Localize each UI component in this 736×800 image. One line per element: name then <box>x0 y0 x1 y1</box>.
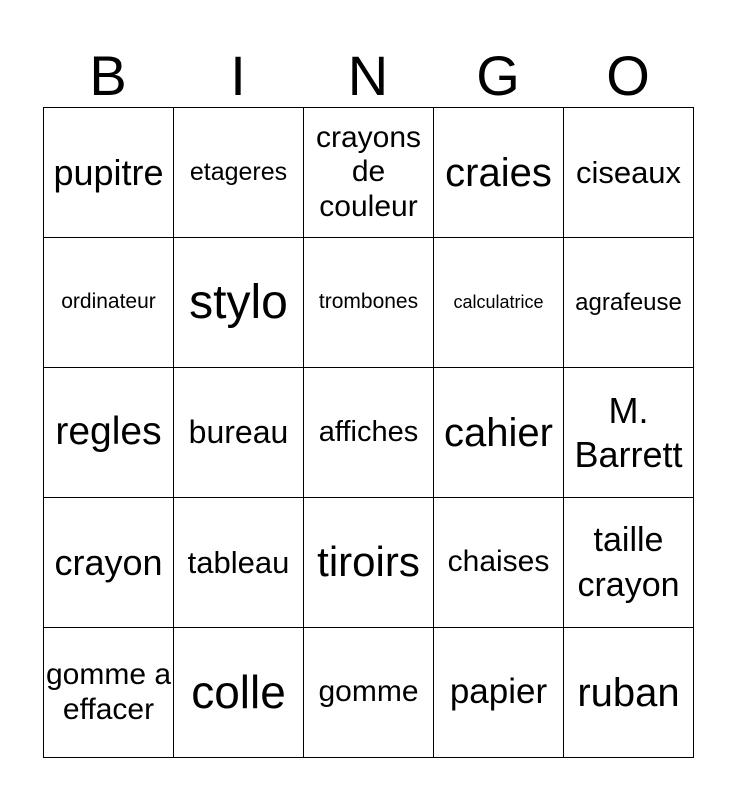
header-letter-n: N <box>347 44 389 107</box>
cell-label: craies <box>445 150 552 195</box>
cell-label: tableau <box>187 544 290 580</box>
cell-label: affiches <box>318 415 419 448</box>
bingo-cell[interactable] <box>44 108 174 238</box>
bingo-cell[interactable] <box>564 498 694 628</box>
bingo-cell[interactable] <box>304 498 434 628</box>
cell-label: M. Barrett <box>574 389 683 475</box>
bingo-cell[interactable] <box>304 238 434 368</box>
cell-label: agrafeuse <box>575 288 682 316</box>
header-letter-o: O <box>606 44 650 107</box>
header-letter-i: I <box>230 44 246 107</box>
cell-label: gomme <box>318 675 419 709</box>
cell-label: calculatrice <box>453 292 544 313</box>
bingo-cell[interactable] <box>564 368 694 498</box>
bingo-cell[interactable] <box>304 368 434 498</box>
cell-label: crayons de couleur <box>315 120 422 223</box>
header-letter-b: B <box>89 44 127 107</box>
cell-label: pupitre <box>53 151 164 193</box>
bingo-cell[interactable] <box>304 108 434 238</box>
cell-label: cahier <box>444 410 553 455</box>
header-letter-g: G <box>476 44 520 107</box>
bingo-cell[interactable] <box>174 238 304 368</box>
cell-label: crayon <box>54 541 163 583</box>
bingo-cell[interactable] <box>44 628 174 758</box>
bingo-cell[interactable] <box>434 368 564 498</box>
bingo-cell[interactable] <box>174 368 304 498</box>
cell-label: ordinateur <box>61 290 156 314</box>
bingo-cell[interactable] <box>564 628 694 758</box>
cell-label: colle <box>191 666 286 719</box>
bingo-cell[interactable] <box>44 498 174 628</box>
bingo-cell[interactable] <box>434 238 564 368</box>
cell-label: trombones <box>318 290 419 314</box>
cell-label: tiroirs <box>317 538 420 586</box>
cell-label: chaises <box>447 545 550 579</box>
cell-label: stylo <box>189 275 288 329</box>
bingo-cell[interactable] <box>44 368 174 498</box>
bingo-cell[interactable] <box>434 498 564 628</box>
bingo-header <box>43 44 693 108</box>
bingo-cell[interactable] <box>174 628 304 758</box>
bingo-cell[interactable] <box>174 498 304 628</box>
bingo-cell[interactable] <box>564 108 694 238</box>
bingo-cell[interactable] <box>434 628 564 758</box>
cell-label: ruban <box>577 670 680 715</box>
cell-label: gomme a effacer <box>45 658 172 726</box>
cell-label: bureau <box>188 414 289 451</box>
bingo-cell[interactable] <box>174 108 304 238</box>
cell-label: etageres <box>189 158 288 187</box>
bingo-cell[interactable] <box>434 108 564 238</box>
cell-label: regles <box>55 410 162 454</box>
bingo-card-grid <box>43 107 694 758</box>
cell-label: papier <box>449 672 548 712</box>
cell-label: taille crayon <box>577 521 680 604</box>
bingo-cell[interactable] <box>44 238 174 368</box>
bingo-cell[interactable] <box>564 238 694 368</box>
bingo-cell[interactable] <box>304 628 434 758</box>
cell-label: ciseaux <box>575 154 682 190</box>
